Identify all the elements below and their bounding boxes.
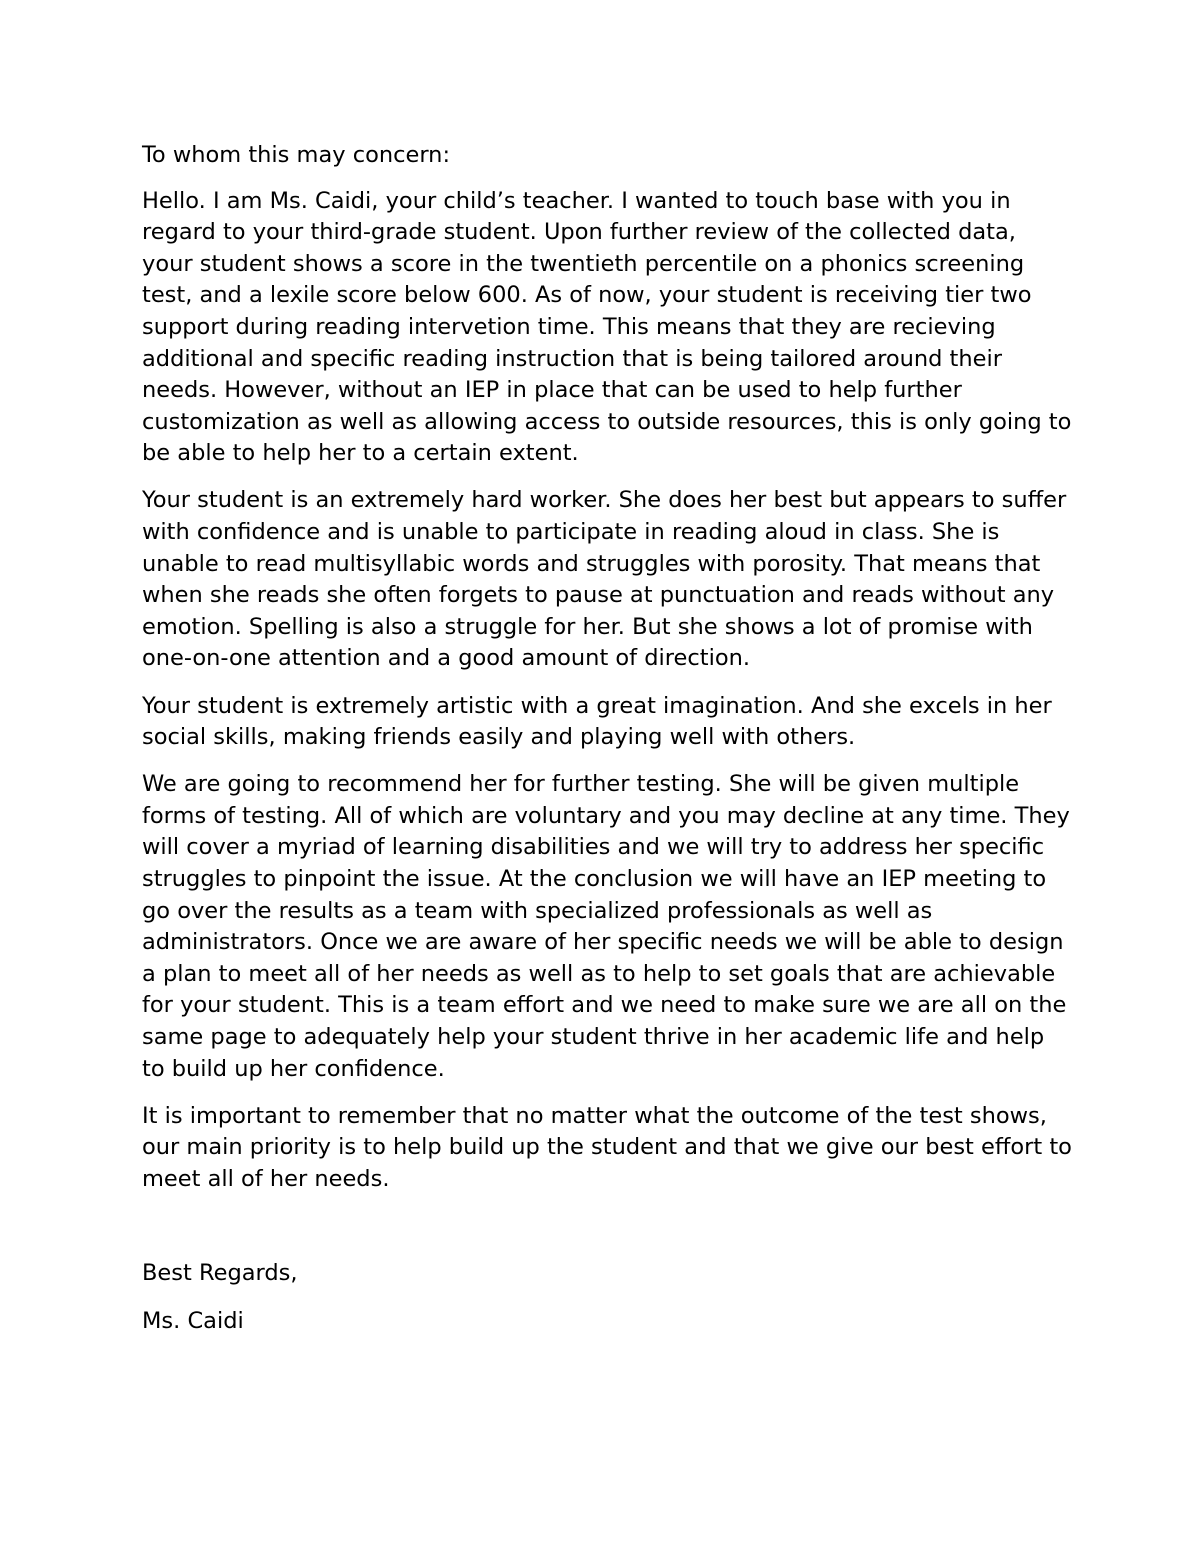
- letter-paragraph-priority: It is important to remember that no matter what the outcome of the test shows, our main priority is to help build up the student and that we give our best effort to meet all of her needs.: [142, 1102, 1072, 1192]
- letter-signature: Ms. Caidi: [142, 1307, 244, 1334]
- letter-salutation: To whom this may concern:: [142, 142, 451, 168]
- letter-paragraph-testing: We are going to recommend her for further testing. She will be given multiple forms of testing. All of which are voluntary and you may decline at any time. They will cover a myriad of learning disabilities and we will try to address her specific struggles to pinpoint the issue. At the conclusion we will have an IEP meeting to go over the results as a team with specialized professionals as well as administrators. Once we are aware of her specific needs we will be able to design a plan to meet all of her needs as well as to help to set goals that are achievable for your student. This is a team effort and we need to make sure we are all on the same page to adequately help your student thrive in her academic life and help to build up her confidence.: [142, 771, 1070, 1082]
- letter-page: [142, 140, 1072, 1353]
- letter-paragraph-strengths: Your student is extremely artistic with a great imagination. And she excels in her social skills, making friends easily and playing well with others.: [142, 692, 1052, 751]
- letter-closing: Best Regards,: [142, 1260, 298, 1287]
- letter-paragraph-work-habits: Your student is an extremely hard worker. She does her best but appears to suffer with confidence and is unable to participate in reading aloud in class. She is unable to read multisyllabic words and struggles with porosity. That means that when she reads she often forgets to pause at punctuation and reads without any emotion. Spelling is also a struggle for her. But she shows a lot of promise with one-on-one attention and a good amount of direction.: [142, 487, 1067, 672]
- letter-paragraph-intro: Hello. I am Ms. Caidi, your child’s teacher. I wanted to touch base with you in regard to your third-grade student. Upon further review of the collected data, your student shows a score in the twentieth percentile on a phonics screening test, and a lexile score below 600. As of now, your student is receiving tier two support during reading intervetion time. This means that they are recieving additional and specific reading instruction that is being tailored around their needs. However, without an IEP in place that can be used to help further customization as well as allowing access to outside resources, this is only going to be able to help her to a certain extent.: [142, 187, 1072, 467]
